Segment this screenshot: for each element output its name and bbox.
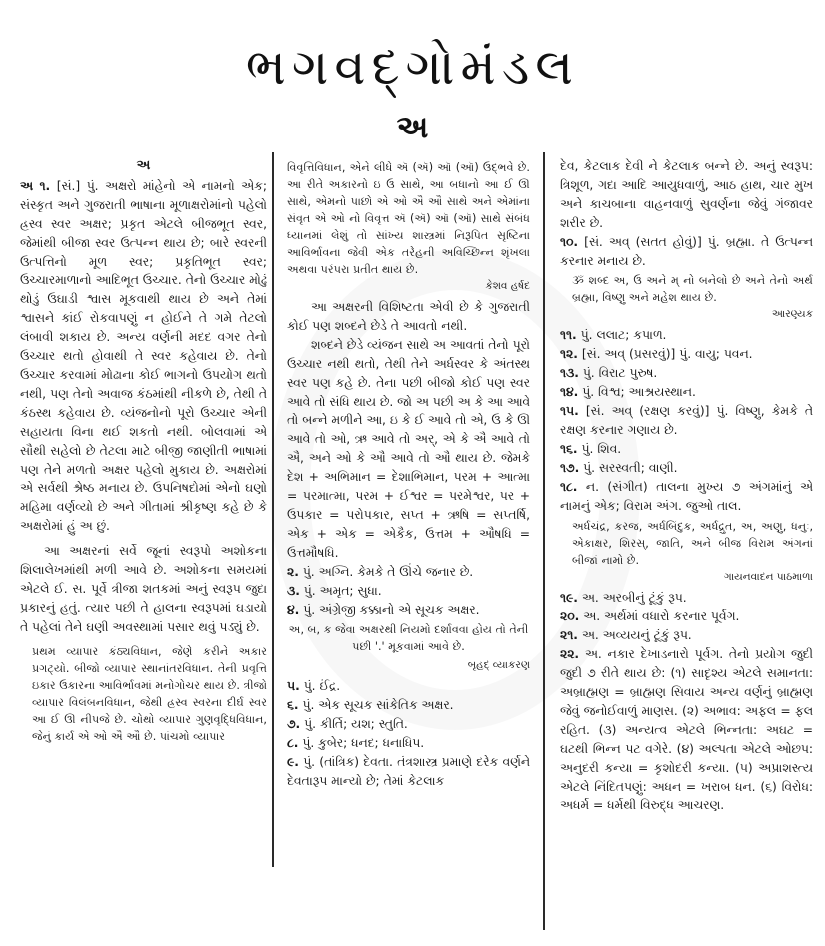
sense-text: પું. શિવ. (581, 441, 622, 456)
column-divider-right (543, 152, 545, 930)
sense-item (560, 645, 813, 815)
right-column (560, 157, 813, 815)
sense-text: પું. કીર્તિ; યશ; સ્તુતિ. (304, 717, 408, 732)
sense-text: પું. વિરાટ પુરુષ. (582, 366, 658, 381)
sense-number: ૭. (287, 717, 301, 732)
column-divider-left (272, 152, 274, 867)
sense-text: પું. એક સૂચક સાંકેતિક અક્ષર. (302, 698, 454, 713)
sense-item (560, 364, 813, 383)
sense-list-a (287, 563, 530, 620)
sense-text: પું. વિશ્વ; આશ્રયસ્થાન. (582, 385, 696, 400)
sense-item (287, 734, 530, 753)
quotation-3-source: આરણ્યક (771, 308, 813, 321)
sense-text: પું. અમૃત; સુધા. (303, 583, 382, 598)
sense-text: અ. અરબીનું ટૂંકું રૂપ. (581, 590, 687, 605)
sense-item (560, 233, 813, 271)
sense-9-continued: દેવ, કેટલાક દેવી ને કેટલાક બન્ને છે. અનું સ્વરૂપ: ત્રિશૂળ, ગદા આદિ આયુધવાળું, આઠ હાથ, ચાર મુખ અને કાચબાના વાહનવાળું સુવર્ણના જેવું ગંજાવર શરીર છે. (560, 159, 813, 230)
entry-subheading: અ (136, 158, 151, 173)
sense-item (560, 589, 813, 608)
sense-item (287, 563, 530, 582)
paragraph-sandhi: શબ્દને છેડે વ્યંજન સાથે અ આવતાં તેનો પૂરો ઉચ્ચાર નથી થતો, તેથી તેને અર્ધસ્વર કે અંતસ્થ સ્વર પણ કહે છે. તેના પછી બીજો કોઈ પણ સ્વર આવે તો સંધિ થાય છે. જો અ પછી અ કે આ આવે તો બન્ને મળીને આ, ઇ કે ઈ આવે તો એ, ઉ કે ઊ આવે તો ઓ, ઋ આવે તો અર્, એ કે ઐ આવે તો ઐ, અને ઓ કે ઔ આવે તો ઔ થાય છે. જેમકે દેશ + અભિમાન = દેશાભિમાન, પરમ + આત્મા = પરમાત્મા, પરમ + ઈશ્વર = પરમેશ્વર, પર + ઉપકાર = પરોપકાર, સપ્ત + ઋષિ = સપ્તર્ષિ, એક + એક = એકૈક, ઉત્તમ + ઔષધિ = ઉત્તમૌષધિ. (287, 337, 530, 560)
sense-text: પું. (તાંત્રિક) દેવતા. તંત્રશાસ્ત્ર પ્રમાણે દરેક વર્ણને દેવતારૂપ માન્યો છે; તેમાં કેટલાક (287, 755, 530, 788)
quotation: પ્રથમ વ્યાપાર કંઠ્યવિધાન, જેણે કરીને અકાર પ્રગટ્યો. બીજો વ્યાપાર સ્થાનાંતરવિધાન. તેની પ્રવૃત્તિ ઇકાર ઉકારના આવિર્ભાવમાં મનોગોચર થાય છે. ત્રીજો વ્યાપાર વિલંબનવિધાન, જેથી હ્રસ્વ સ્વરના દીર્ઘ સ્વર આ ઈ ઊ નીપજે છે. ચોથો વ્યાપાર ગુણવૃદ્ધિવિધાન, જેનું કાર્ય એ ઓ ઐ ઔ છે. પાંચમો વ્યાપાર (32, 644, 267, 743)
sense-number: ૨૨. (560, 647, 580, 662)
sense-number: ૧૭. (560, 460, 580, 475)
sense-number: ૧૯. (560, 590, 578, 605)
quotation-4-source: ગાયનવાદન પાઠમાળા (723, 570, 813, 583)
sense-item (560, 626, 813, 645)
sense-item (287, 677, 530, 696)
sense-item (560, 478, 813, 516)
sense-item (560, 326, 813, 345)
sense-list-a (560, 326, 813, 515)
section-letter: અ (396, 110, 429, 145)
middle-column (287, 157, 530, 791)
sense-item (560, 402, 813, 440)
sense-text: પું. અગ્નિ. કેમકે તે ઊંચે જનાર છે. (302, 564, 474, 579)
quotation-continued: વિવૃત્તિવિધાન, એને લીધે ઍ (ઍ) ઑ (ઑ) ઉદ્ભવે છે. આ રીતે અકારનો ઇ ઉ સાથે, આ બધાનો આ ઈ ઊ સાથે, એમનો પાછો એ ઓ ઐ ઔ સાથે અને એમાંના સંવૃત એ ઓ નો વિવૃત્ત ઍ (ઍ) ઑ (ઑ) સાથે સંબંધ ધ્યાનમાં લેશું તો સાંખ્ય શાસ્ત્રમાં નિરૂપિત સૃષ્ટિના આવિર્ભાવના જેવી એક તરેહની અવિચ્છિન્ન શૃંખલા અથવા પરંપરા પ્રતીત થાય છે. (287, 161, 530, 276)
sense-text: [સં. અવ્ (સતત હોવું)] પું. બ્રહ્મા. તે ઉત્પન્ન કરનાર મનાય છે. (560, 234, 814, 268)
sense-number: ૧૮. (560, 479, 578, 494)
sense-text: [સં. અવ્ (રક્ષણ કરવું)] પું. વિષ્ણુ, કેમકે તે રક્ષણ કરનાર ગણાય છે. (560, 404, 813, 437)
sense-number: ૧૩. (560, 366, 579, 381)
quotation-source: કેશવ હર્ષદ (485, 280, 530, 292)
sense-number: ૧૫. (560, 404, 579, 419)
quotation-4: અર્ધચંદ્ર, કરજ, અર્ધબિંદુક, અર્ધદ્રુત, અ, અણુ, ધનુઃ, એકાક્ષર, શિરસ્, જાતિ, અને બીજ વિરામ અંગનાં બીજાં નામો છે. (572, 519, 813, 567)
page-title: ભગવદ્ગોમંડલ (245, 38, 580, 96)
headword: અ (20, 178, 33, 193)
sense-number: ૯. (287, 755, 299, 770)
definition-text: પું. અક્ષરો માંહેનો એ નામનો એક; સંસ્કૃત અને ગુજરાતી ભાષાના મૂળાક્ષરોમાંનો પહેલો હ્રસ્વ સ્વર અક્ષર; પ્રકૃત એટલે બીજભૂત સ્વર, જેમાંથી બીજા સ્વર ઉત્પન્ન થાય છે; બારે સ્વરની ઉત્પત્તિનો મૂળ સ્વર; પ્રકૃતિભૂત સ્વર; ઉચ્ચારમાળાનો આદિભૂત ઉચ્ચાર. તેનો ઉચ્ચાર મોઢું થોડું ઉઘાડી શ્વાસ મૂકવાથી થાય છે અને તેમાં શ્વાસને કાંઈ રોકવાપણું ન હોઈને તે ગમે તેટલો લંબાવી શકાય છે. અન્ય વર્ણની મદદ વગર તેનો ઉચ્ચાર થતો હોવાથી તે સ્વર કહેવાય છે. તેનો ઉચ્ચાર કરવામાં મોઢાના કોઈ ભાગનો ઉપયોગ થતો નથી, પણ તેનો અવાજ કંઠમાંથી નીકળે છે, તેથી તે કંઠસ્થ કહેવાય છે. વ્યંજનોનો પૂરો ઉચ્ચાર એની સહાયતા વિના થઈ શકતો નથી. બોલવામાં એ સૌથી સહેલો છે તેટલા માટે બીજી જાણીતી ભાષામાં પણ તેને મળતો અક્ષર પહેલો મુકાય છે. અક્ષરોમાં એ સર્વથી શ્રેષ્ઠ મનાય છે. ઉપનિષદોમાં એનો ઘણો મહિમા વર્ણવ્યો છે અને ગીતામાં શ્રીકૃષ્ણ કહે છે કે અક્ષરોમાં હું અ છું. (20, 178, 267, 534)
sense-number: ૧૬. (560, 441, 578, 456)
sense-item (560, 607, 813, 626)
sense-text: પું. કુબેર; ધનદ; ધનાધિપ. (302, 736, 425, 751)
sense-number: ૨. (287, 564, 299, 579)
sense-number: ૨૧. (560, 628, 578, 643)
sense-list-b (560, 589, 813, 816)
dictionary-entry-1 (20, 177, 267, 536)
sense-item (287, 753, 530, 791)
paragraph-specialty: આ અક્ષરની વિશિષ્ટતા એવી છે કે ગુજરાતી કોઈ પણ શબ્દને છેડે તે આવતો નથી. (287, 300, 530, 333)
sense-number: ૧. (39, 178, 51, 193)
sense-list-b (287, 677, 530, 790)
sense-item (560, 459, 813, 478)
quotation-2-source: બૃહદ્ વ્યાકરણ (467, 659, 530, 672)
sense-text: ન. (સંગીત) તાલના મુખ્ય ૭ અંગમાંનું એ નામનું એક; વિરામ અંગ. જુઓ તાલ. (560, 479, 813, 513)
sense-item (560, 440, 813, 459)
sense-item (560, 383, 813, 402)
sense-item (287, 696, 530, 715)
sense-number: ૮. (287, 736, 299, 751)
sense-text: પું. અંગ્રેજી કક્કાનો એ સૂચક અક્ષર. (303, 602, 480, 617)
sense-item (287, 601, 530, 620)
quotation-2: અ, બ, ક જેવા અક્ષરથી નિયમો દર્શાવવા હોય તો તેની પછી '.' મૂકવામાં આવે છે. (288, 623, 529, 654)
sense-text: પું. ઈંદ્ર. (303, 679, 341, 694)
sense-text: પું. લલાટ; કપાળ. (580, 328, 667, 343)
sense-number: ૧૧. (560, 328, 577, 343)
sense-item (287, 582, 530, 601)
sense-item (287, 715, 530, 734)
sense-number: ૩. (287, 583, 300, 598)
quotation-3: ૐ શબ્દ અ, ઉ અને મ્ નો બનેલો છે અને તેનો અર્થ બ્રહ્મા, વિષ્ણુ અને મહેશ થાય છે. (572, 274, 813, 305)
etymology: [સં.] (56, 178, 81, 193)
sense-item (560, 345, 813, 364)
history-paragraph: આ અક્ષરનાં સર્વે જૂનાં સ્વરૂપો અશોકના શિલાલેખમાંથી મળી આવે છે. અશોકના સમયમાં એટલે ઈ. સ. પૂર્વે ત્રીજા શતકમાં અનું સ્વરૂપ જુદા પ્રકારનું હતું. ત્યાર પછી તે હાલના સ્વરૂપમાં ઘડાયો તે પહેલાં તેને ઘણી અવસ્થામાં પસાર થવું પડ્યું છે. (20, 544, 267, 634)
sense-text: અ. નકાર દેખાડનારો પૂર્વગ. તેનો પ્રયોગ જુદી જુદી ૭ રીતે થાય છે: (૧) સાદૃશ્ય એટલે સમાનતા: અબ્રાહ્મણ = બ્રાહ્મણ સિવાય અન્ય વર્ણનું બ્રાહ્મણ જેવું જનોઈવાળું માણસ. (૨) અભાવ: અફલ = ફલ રહિત. (૩) અન્યત્વ એટલે ભિન્નતા: અઘટ = ઘટથી ભિન્ન પટ વગેરે. (૪) અલ્પતા એટલે ઓછપ: અનુદરી કન્યા = કૃશોદરી કન્યા. (૫) અપ્રાશસ્ત્ય એટલે નિંદિતપણું: અધન = ખરાબ ધન. (૬) વિરોધ: અધર્મ = ધર્મથી વિરુદ્ધ આચરણ. (560, 647, 813, 813)
sense-number: ૧૨. (560, 347, 578, 362)
sense-text: પું. સરસ્વતી; વાણી. (583, 460, 678, 475)
sense-number: ૫. (287, 679, 300, 694)
sense-number: ૧૪. (560, 385, 579, 400)
sense-text: અ. અર્થમાં વધારો કરનાર પૂર્વગ. (583, 609, 740, 624)
sense-number: ૧૦. (560, 234, 579, 249)
sense-number: ૨૦. (560, 609, 580, 624)
sense-text: અ. અવ્યયનું ટૂંકું રૂપ. (581, 628, 692, 643)
left-column (20, 157, 267, 745)
sense-text: [સં. અવ્ (પ્રસરવું)] પું. વાયુ; પવન. (581, 347, 753, 362)
sense-number: ૪. (287, 602, 300, 617)
sense-number: ૬. (287, 698, 299, 713)
